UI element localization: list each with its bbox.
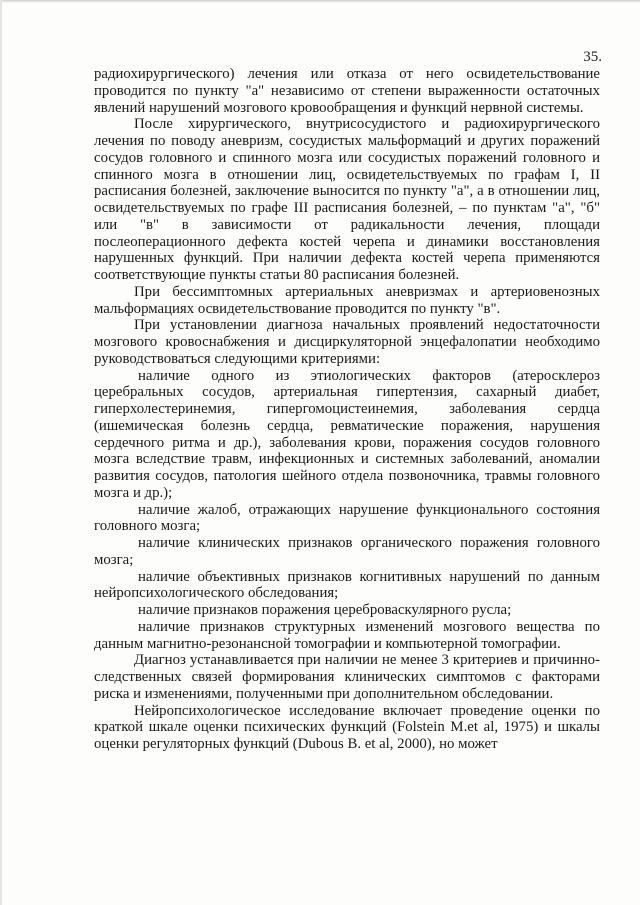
paragraph-continuation: радиохирургического) лечения или отказа от него освидетельствование проводится по пункту "а" независимо от степени выраженности остаточных явлений нарушений мозгового кровообращения и функций нервной системы.	[94, 66, 600, 116]
paragraph-asymptomatic: При бессимптомных артериальных аневризмах и артериовенозных мальформациях освидетельствование проводится по пункту "в".	[94, 283, 600, 317]
paragraph-after-surgery: После хирургического, внутрисосудистого и радиохирургического лечения по поводу аневризм, сосудистых мальформаций и других поражений сосудов головного и спинного мозга или сосудистых поражений головного и спинного мозга в отношении лиц, освидетельствуемых по графам I, II расписания болезней, заключение выносится по пункту "а", а в отношении лиц, освидетельствуемых по графе III расписания болезней, – по пунктам "а", "б" или "в" в зависимости от радикальности лечения, площади послеоперационного дефекта костей черепа и динамики восстановления нарушенных функций. При наличии дефекта костей черепа применяются соответствующие пункты статьи 80 расписания болезней.	[94, 116, 600, 283]
page-number: 35.	[583, 49, 602, 65]
criterion-vascular: наличие признаков поражения цереброваскулярного русла;	[138, 602, 512, 618]
criterion-etiological-factors: наличие одного из этиологических факторов (атеросклероз церебральных сосудов, артериальная гипертензия, сахарный диабет, гиперхолестеринемия, гипергомоцистеинемия, заболевания сердца (ишемическая болезнь сердца, ревматические поражения, нарушения сердечного ритма и др.), заболевания крови, поражения сосудов головного мозга вследствие травм, инфекционных и системных заболеваний, аномалии развития сосудов, патология шейного отдела позвоночника, травмы головного мозга и др.);	[94, 367, 600, 501]
criterion-clinical-signs: наличие клинических признаков органического поражения головного мозга;	[94, 535, 600, 568]
paragraph-diagnosis-criteria: При установлении диагноза начальных проявлений недостаточности мозгового кровоснабжения и дисциркуляторной энцефалопатии необходимо руководствоваться следующими критериями:	[94, 317, 600, 367]
paragraph-diagnosis-established: Диагноз устанавливается при наличии не менее 3 критериев и причинно-следственных связей формирования клинических симптомов с факторами риска и изменениями, полученными при дополнительном обследовании.	[94, 652, 600, 702]
criterion-complaints: наличие жалоб, отражающих нарушение функционального состояния головного мозга;	[94, 501, 600, 535]
document-text	[94, 66, 600, 753]
criterion-cognitive: наличие объективных признаков когнитивных нарушений по данным нейропсихологического обследования;	[94, 568, 600, 602]
paragraph-neuropsych: Нейропсихологическое исследование включает проведение оценки по краткой шкале оценки психических функций (Folstein M.et al, 1975) и шкалы оценки регуляторных функций (Dubous B. et al, 2000), но может	[94, 702, 600, 752]
criterion-structural: наличие признаков структурных изменений мозгового вещества по данным магнитно-резонансной томографии и компьютерной томографии.	[94, 618, 600, 652]
scan-edge-top	[0, 0, 640, 3]
scan-edge-left	[0, 0, 2, 905]
